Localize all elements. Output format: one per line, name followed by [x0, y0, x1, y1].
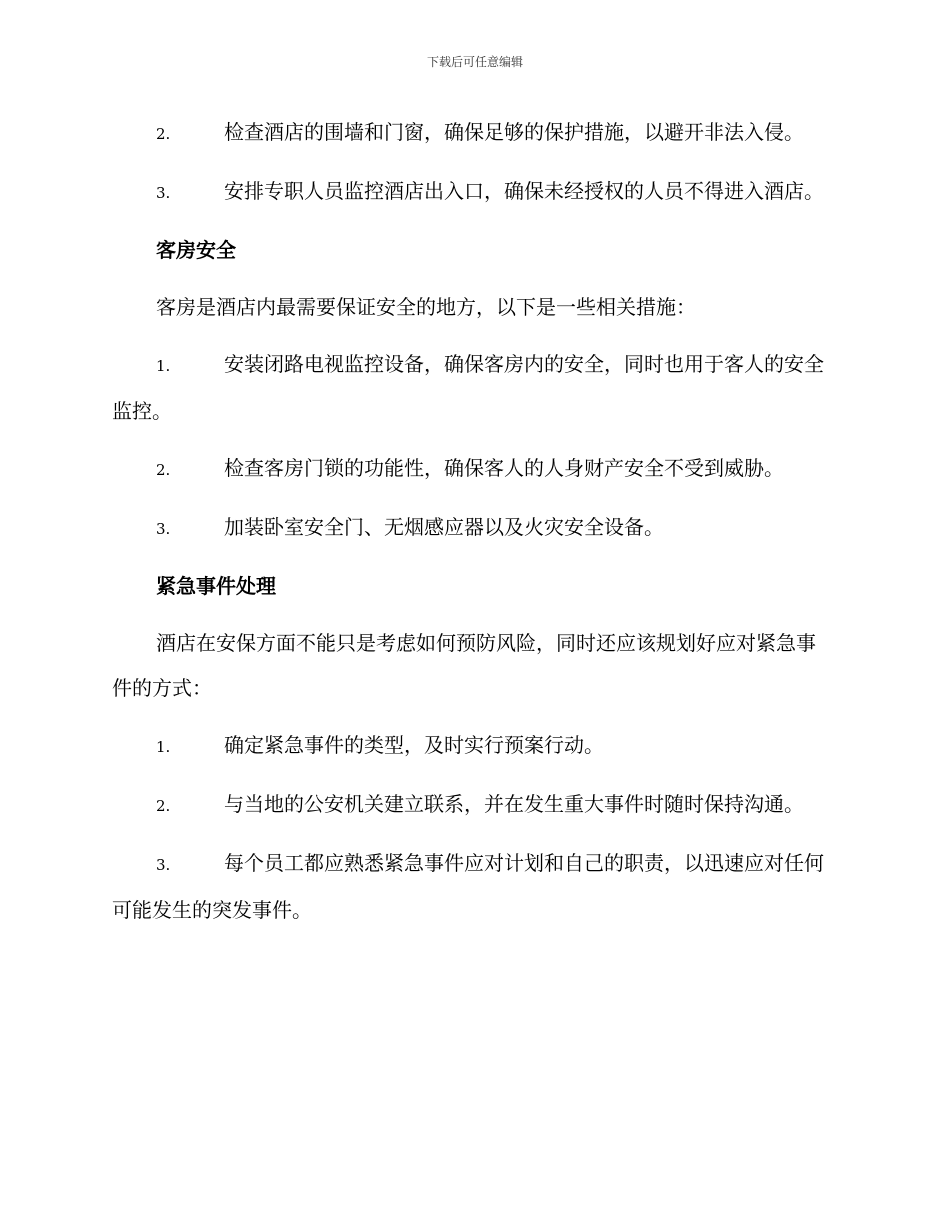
list-number: 1.: [156, 357, 171, 375]
list-item: [112, 505, 834, 552]
list-text: 检查酒店的围墙和门窗，确保足够的保护措施，以避开非法入侵。: [224, 120, 804, 144]
list-item: [112, 782, 834, 829]
document-body: [112, 110, 834, 945]
list-text: 安排专职人员监控酒店出入口，确保未经授权的人员不得进入酒店。: [224, 179, 824, 203]
list-number: 3.: [156, 856, 171, 874]
list-text: 确定紧急事件的类型，及时实行预案行动。: [224, 733, 604, 757]
section-intro-emergency: 酒店在安保方面不能只是考虑如何预防风险，同时还应该规划好应对紧急事件的方式：: [112, 631, 816, 700]
section-intro-room-safety: 客房是酒店内最需要保证安全的地方，以下是一些相关措施：: [156, 295, 696, 319]
list-text: 安装闭路电视监控设备，确保客房内的安全，同时也用于客人的安全监控。: [112, 352, 824, 423]
section-heading-room-safety: 客房安全: [156, 238, 236, 262]
list-item: [112, 169, 834, 216]
list-text: 与当地的公安机关建立联系，并在发生重大事件时随时保持沟通。: [224, 792, 804, 816]
list-number: 3.: [156, 520, 171, 538]
list-item: [112, 342, 834, 434]
list-text: 加装卧室安全门、无烟感应器以及火灾安全设备。: [224, 515, 664, 539]
list-number: 2.: [156, 797, 171, 815]
page-header: 下载后可任意编辑: [426, 55, 523, 69]
list-text: 每个员工都应熟悉紧急事件应对计划和自己的职责，以迅速应对任何可能发生的突发事件。: [112, 851, 824, 922]
list-number: 2.: [156, 125, 171, 143]
list-text: 检查客房门锁的功能性，确保客人的人身财产安全不受到威胁。: [224, 456, 784, 480]
list-number: 2.: [156, 461, 171, 479]
list-item: [112, 841, 834, 933]
list-item: [112, 110, 834, 157]
section-heading-emergency: 紧急事件处理: [156, 574, 276, 598]
list-number: 3.: [156, 184, 171, 202]
list-item: [112, 446, 834, 493]
list-item: [112, 723, 834, 770]
list-number: 1.: [156, 738, 171, 756]
